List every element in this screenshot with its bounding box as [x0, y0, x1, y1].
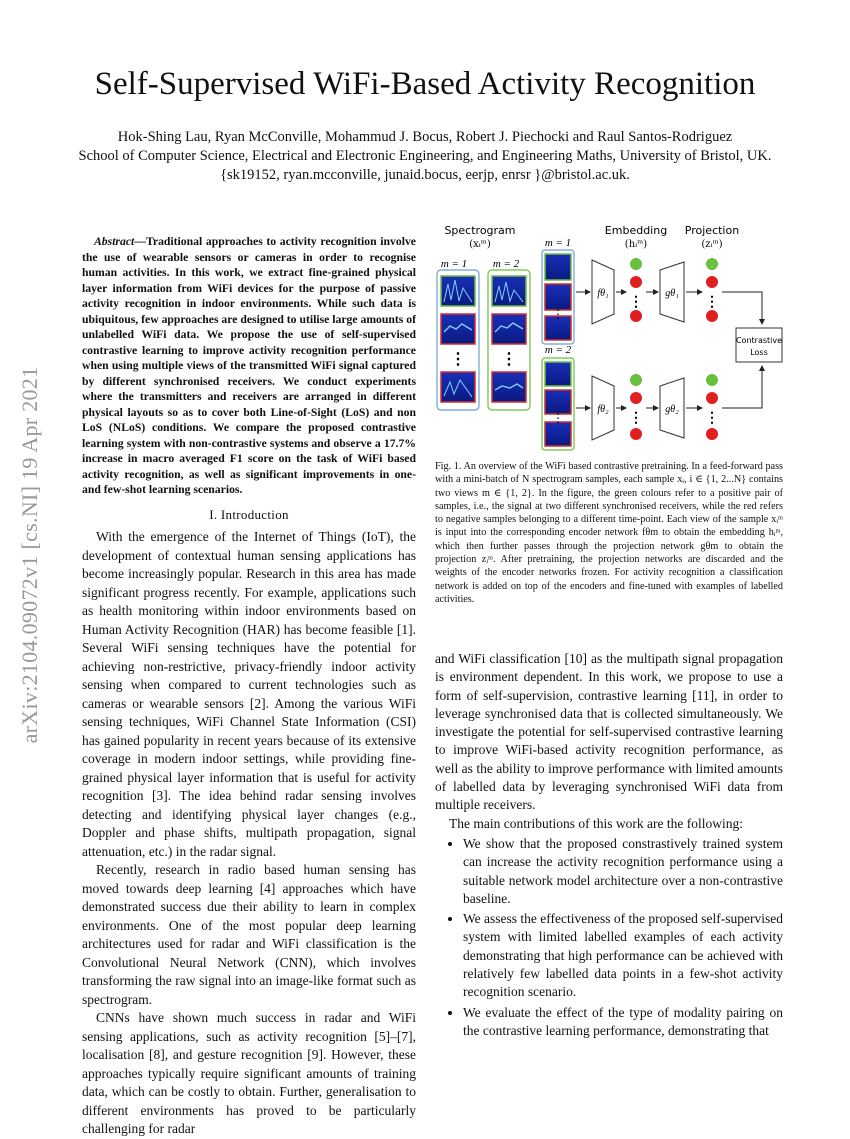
projector-g2-label: gθ₂: [665, 404, 679, 415]
projection-negative: [706, 276, 718, 288]
paper-title: Self-Supervised WiFi-Based Activity Recognition: [94, 66, 756, 102]
embedding-negative: [630, 428, 642, 440]
figure-1-diagram: [432, 222, 784, 454]
right-paragraph-2: The main contributions of this work are the following:: [449, 815, 743, 831]
ellipsis-dots: ⋮: [705, 295, 719, 310]
view-label-m1-left: m = 1: [440, 258, 468, 270]
spectrogram-thumb: [545, 362, 571, 386]
spectrogram-thumb: [441, 372, 475, 402]
spectrogram-thumb: [545, 422, 571, 446]
right-column: [435, 650, 783, 1042]
projector-g1-label: gθ₁: [665, 288, 679, 299]
list-item: • We assess the effectiveness of the proposed self-supervised system with limited labelled examples of each activity demonstrating that high performance can be achieved with relatively few labelled data points in a few-shot activity recognition scenario.: [463, 910, 783, 1001]
left-column: [82, 234, 416, 1139]
contrastive-loss-label-2: Loss: [750, 348, 768, 357]
encoder-f1-label: fθ₁: [597, 288, 609, 299]
embedding-negative: [630, 276, 642, 288]
projection-positive: [706, 258, 718, 270]
affiliation: School of Computer Science, Electrical and Electronic Engineering, and Engineering Maths, University of Bristol, UK.: [78, 148, 772, 164]
embedding-positive: [630, 374, 642, 386]
embedding-negative: [630, 392, 642, 404]
spectrogram-thumb: [545, 254, 571, 280]
ellipsis-dots: ⋮: [629, 295, 643, 310]
intro-paragraph-1: With the emergence of the Internet of Things (IoT), the development of contextual human sensing applications has become increasingly popular. Research in this area has made significant progress recently. For example, applications such as health monitoring within indoor environments based on Human Activity Recognition (HAR) has become feasible [1]. Several WiFi sensing techniques have the potential for achieving non-restrictive, privacy-friendly indoor activity sensing when compared to current technologies such as cameras or wearable sensors [2]. Among the various WiFi sensing techniques, WiFi Channel State Information (CSI) has gained popularity in recent years because of its extensive coverage in modern indoor settings, while providing fine-grained physical layer information that is useful for activity recognition [3]. The idea behind radar sensing involves detecting and identifying physical layer changes (e.g., Doppler and phase shifts, multipath propagation, signal attenuation, etc.) in the radar signal.: [82, 529, 416, 859]
authors: Hok-Shing Lau, Ryan McConville, Mohammud J. Bocus, Robert J. Piechocki and Raul Santos-Rodriguez: [117, 129, 733, 145]
arxiv-side-label: arXiv:2104.09072v1 [cs.NI] 19 Apr 2021: [17, 366, 42, 744]
list-item: • We evaluate the effect of the type of modality pairing on the contrastive learning performance, demonstrating that: [463, 1004, 783, 1041]
emails: {sk19152, ryan.mcconville, junaid.bocus, eerjp, enrsr }@bristol.ac.uk.: [220, 167, 630, 183]
section-heading: I. Introduction: [209, 506, 289, 522]
intro-paragraph-3: CNNs have shown much success in radar and WiFi sensing applications, such as activity recognition [5]–[7], localisation [8], and gesture recognition [9]. However, these approaches typically require significant amounts of training data, which can be costly to obtain. Further, generalisation to different environments has proved to be particularly challenging for radar: [82, 1010, 416, 1136]
right-paragraph-1: and WiFi classification [10] as the multipath signal propagation is environment dependent. In this work, we propose to use a form of self-supervision, contrastive learning [11], in order to leverage synchronised data that is collected simultaneously. We investigate the potential for self-supervised contrastive learning to improve WiFi-based activity recognition performance, as well as the ability to improve performance with limited amounts of labelled data by leveraging synchronised WiFi data from multiple receivers.: [435, 651, 783, 813]
arrow-proj1-loss: [722, 292, 762, 324]
view-label-m2-left: m = 2: [492, 258, 520, 270]
projection-positive: [706, 374, 718, 386]
spectrogram-thumb: [492, 276, 526, 306]
embedding-label: Embedding: [604, 224, 668, 237]
spectrogram-label: Spectrogram: [444, 224, 516, 237]
ellipsis-dots: ⋮: [501, 351, 517, 368]
projection-label: Projection: [684, 224, 740, 237]
projection-negative: [706, 428, 718, 440]
embedding-negative: [630, 310, 642, 322]
arrow-proj2-loss: [722, 366, 762, 408]
view-label-m2: m = 2: [544, 344, 572, 356]
ellipsis-dots: ⋮: [629, 411, 643, 426]
figure-caption: Fig. 1. An overview of the WiFi based contrastive pretraining. In a feed-forward pass with a mini-batch of N spectrogram samples, each sample xᵢ, i ∈ {1, 2...N} contains two views m ∈ {1, 2}. In the figure, the green colours refer to a positive pair of samples, i.e., the signal at two different synchronised receivers, while the red refers to negative samples belonging to a different time-point. Each view of the sample xᵢᵐ is input into the corresponding encoder network fθm to obtain the embedding hᵢᵐ, which then further passes through the projection network gθm to obtain the projection zᵢᵐ. After pretraining, the projection networks are discarded and the weights of the encoder networks frozen. For activity recognition a classification network is added on top of the encoders and fine-tuned with examples of labelled activities.: [435, 461, 783, 605]
contributions-list: [435, 835, 783, 1040]
author-block: [0, 128, 850, 185]
abstract-label: Abstract: [94, 235, 135, 248]
ellipsis-dots: ⋮: [450, 351, 466, 368]
ellipsis-dots: ⋮: [552, 307, 564, 321]
projection-negative: [706, 392, 718, 404]
contrastive-loss-label-1: Contrastive: [735, 336, 783, 345]
embedding-positive: [630, 258, 642, 270]
projection-sub: (zᵢᵐ): [701, 239, 723, 250]
abstract: [82, 234, 416, 498]
ellipsis-dots: ⋮: [552, 411, 564, 425]
spectrogram-thumbs-left: [441, 276, 526, 402]
encoder-f2-label: fθ₂: [597, 404, 609, 415]
ellipsis-dots: ⋮: [705, 411, 719, 426]
list-item: • We show that the proposed constrastively trained system can increase the activity recognition performance using a suitable network model architecture over a non-contrastive baseline.: [463, 835, 783, 908]
abstract-text: —Traditional approaches to activity recognition involve the use of wearable sensors or cameras in order to recognise human activities. In this work, we extract fine-grained physical layer information from WiFi devices for the purpose of passive activity recognition in indoor environments. While such data is ubiquitous, few approaches are designed to utilise large amounts of unlabelled WiFi data. We propose the use of self-supervised contrastive learning to improve activity recognition performance when using multiple views of the transmitted WiFi signal captured by different synchronised receivers. We conduct experiments where the transmitters and receivers are arranged in different physical layouts so as to cover both Line-of-Sight (LoS) and non LoS (NLoS) conditions. We compare the proposed contrastive learning system with non-contrastive systems and observe a 17.7% increase in macro averaged F1 score on the task of WiFi based activity recognition, as well as significant improvements in one- and few-shot learning scenarios.: [82, 235, 416, 496]
embedding-sub: (hᵢᵐ): [624, 239, 648, 250]
view-label-m1: m = 1: [544, 237, 572, 249]
projection-negative: [706, 310, 718, 322]
intro-paragraph-2: Recently, research in radio based human sensing has moved towards deep learning [4] approaches which have demonstrated success due their ability to learn in complex environments. One of the most popular deep learning architectures used for radar and WiFi classification is the Convolutional Neural Network (CNN), which involves transforming the raw signal into an image-like format such as spectrogram.: [82, 862, 416, 1007]
spectrogram-sub: (xᵢᵐ): [469, 239, 491, 250]
